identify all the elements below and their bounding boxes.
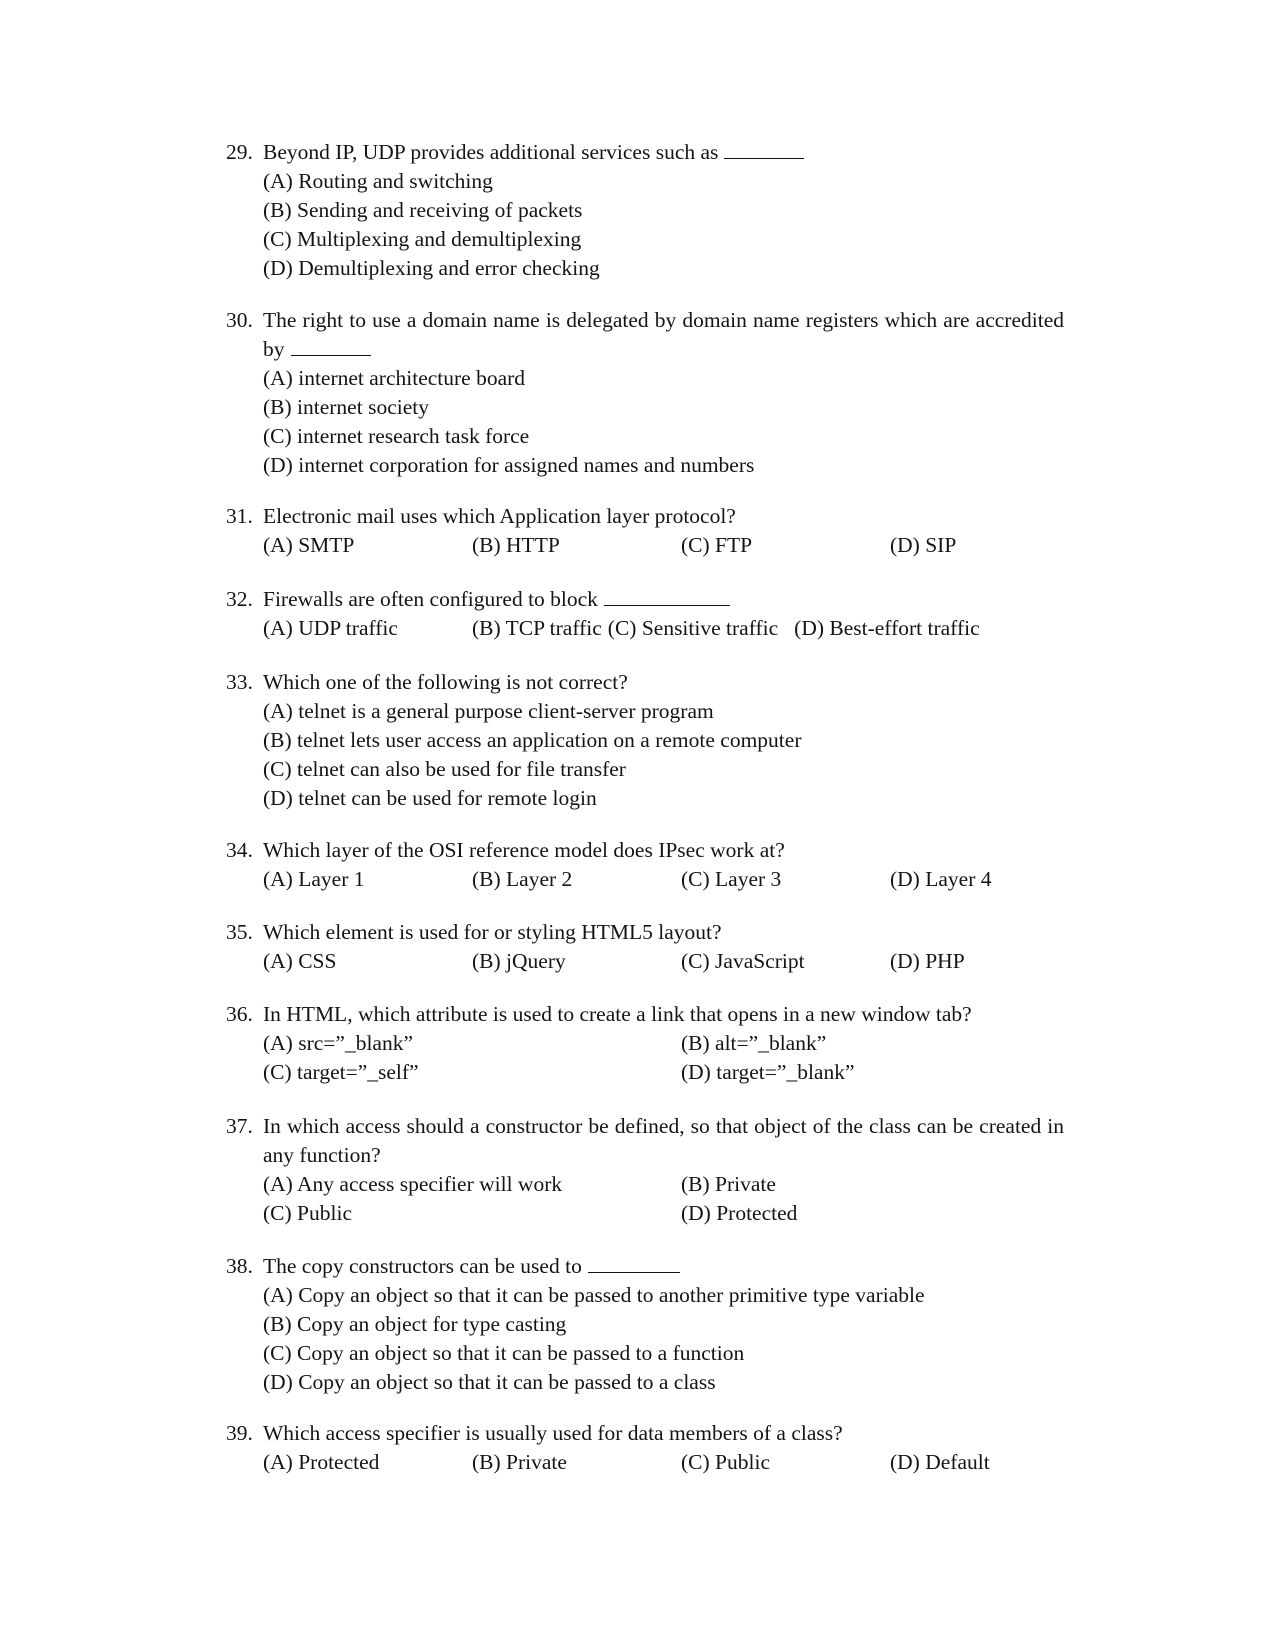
- option-a: (A) telnet is a general purpose client-server program: [263, 699, 714, 723]
- option-c: (C) FTP: [681, 533, 753, 557]
- option-c: (C) JavaScript: [681, 949, 805, 973]
- question-37: [226, 1112, 1064, 1228]
- question-number: 33.: [226, 670, 253, 694]
- option-c: (C) Public: [263, 1201, 352, 1225]
- question-31: [226, 502, 1064, 560]
- option-b: (B) alt=”_blank”: [681, 1031, 827, 1055]
- question-30: [226, 306, 1064, 480]
- question-text: Beyond IP, UDP provides additional services such as: [263, 140, 719, 164]
- option-d: (D) PHP: [890, 949, 965, 973]
- option-d: (D) internet corporation for assigned names and numbers: [263, 453, 755, 477]
- option-c: (C) Layer 3: [681, 867, 782, 891]
- question-number: 29.: [226, 140, 253, 164]
- question-text: Which access specifier is usually used for data members of a class?: [263, 1421, 843, 1445]
- option-a: (A) CSS: [263, 949, 337, 973]
- question-text: The copy constructors can be used to: [263, 1254, 582, 1278]
- option-b: (B) internet society: [263, 395, 429, 419]
- option-a: (A) Routing and switching: [263, 169, 493, 193]
- question-34: [226, 836, 1064, 894]
- option-d: (D) target=”_blank”: [681, 1060, 855, 1084]
- option-a: (A) UDP traffic: [263, 616, 398, 640]
- question-text: Which layer of the OSI reference model does IPsec work at?: [263, 838, 785, 862]
- question-number: 38.: [226, 1254, 253, 1278]
- option-c: (C) telnet can also be used for file transfer: [263, 757, 626, 781]
- option-b: (B) telnet lets user access an application on a remote computer: [263, 728, 802, 752]
- question-29: [226, 138, 1064, 283]
- option-d: (D) Layer 4: [890, 867, 992, 891]
- option-b: (B) Layer 2: [472, 867, 573, 891]
- question-32: [226, 585, 1064, 643]
- option-b: (B) HTTP: [472, 533, 560, 557]
- question-text: In HTML, which attribute is used to create a link that opens in a new window tab?: [263, 1002, 972, 1026]
- answer-blank: [724, 139, 804, 159]
- question-text: In which access should a constructor be defined, so that object of the class can be created in any function?: [263, 1114, 1064, 1167]
- answer-blank: [588, 1253, 680, 1273]
- question-number: 32.: [226, 587, 253, 611]
- option-a: (A) Protected: [263, 1450, 380, 1474]
- option-c: (C) Multiplexing and demultiplexing: [263, 227, 582, 251]
- question-36: [226, 1000, 1064, 1087]
- option-d: (D) Default: [890, 1450, 990, 1474]
- question-text: Electronic mail uses which Application layer protocol?: [263, 504, 736, 528]
- option-b: (B) Copy an object for type casting: [263, 1312, 567, 1336]
- option-d: (D) Protected: [681, 1201, 798, 1225]
- question-38: [226, 1252, 1064, 1397]
- question-number: 31.: [226, 504, 253, 528]
- question-number: 30.: [226, 308, 253, 332]
- option-c: (C) Public: [681, 1450, 770, 1474]
- option-b: (B) Private: [681, 1172, 776, 1196]
- option-a: (A) src=”_blank”: [263, 1031, 414, 1055]
- answer-blank: [604, 586, 730, 606]
- option-d: (D) telnet can be used for remote login: [263, 786, 597, 810]
- option-a: (A) internet architecture board: [263, 366, 526, 390]
- question-text: The right to use a domain name is delegated by domain name registers which are accredited by: [263, 308, 1064, 361]
- option-c: (C) Copy an object so that it can be passed to a function: [263, 1341, 745, 1365]
- option-d: (D) SIP: [890, 533, 957, 557]
- question-33: [226, 668, 1064, 813]
- question-text: Which element is used for or styling HTML5 layout?: [263, 920, 722, 944]
- option-b: (B) Private: [472, 1450, 567, 1474]
- option-c: (C) Sensitive traffic: [607, 616, 779, 640]
- option-a: (A) SMTP: [263, 533, 355, 557]
- question-number: 37.: [226, 1114, 253, 1138]
- question-number: 39.: [226, 1421, 253, 1445]
- option-d: (D) Best-effort traffic: [794, 616, 980, 640]
- option-b: (B) jQuery: [472, 949, 566, 973]
- option-d: (D) Demultiplexing and error checking: [263, 256, 600, 280]
- question-text: Which one of the following is not correct?: [263, 670, 628, 694]
- option-a: (A) Layer 1: [263, 867, 365, 891]
- option-a: (A) Any access specifier will work: [263, 1172, 563, 1196]
- question-number: 35.: [226, 920, 253, 944]
- question-number: 36.: [226, 1002, 253, 1026]
- option-b: (B) TCP traffic: [472, 616, 602, 640]
- option-d: (D) Copy an object so that it can be passed to a class: [263, 1370, 716, 1394]
- option-b: (B) Sending and receiving of packets: [263, 198, 583, 222]
- option-c: (C) target=”_self”: [263, 1060, 419, 1084]
- option-c: (C) internet research task force: [263, 424, 530, 448]
- option-a: (A) Copy an object so that it can be passed to another primitive type variable: [263, 1283, 925, 1307]
- question-39: [226, 1419, 1064, 1477]
- question-35: [226, 918, 1064, 976]
- question-number: 34.: [226, 838, 253, 862]
- answer-blank: [291, 336, 371, 356]
- question-text: Firewalls are often configured to block: [263, 587, 598, 611]
